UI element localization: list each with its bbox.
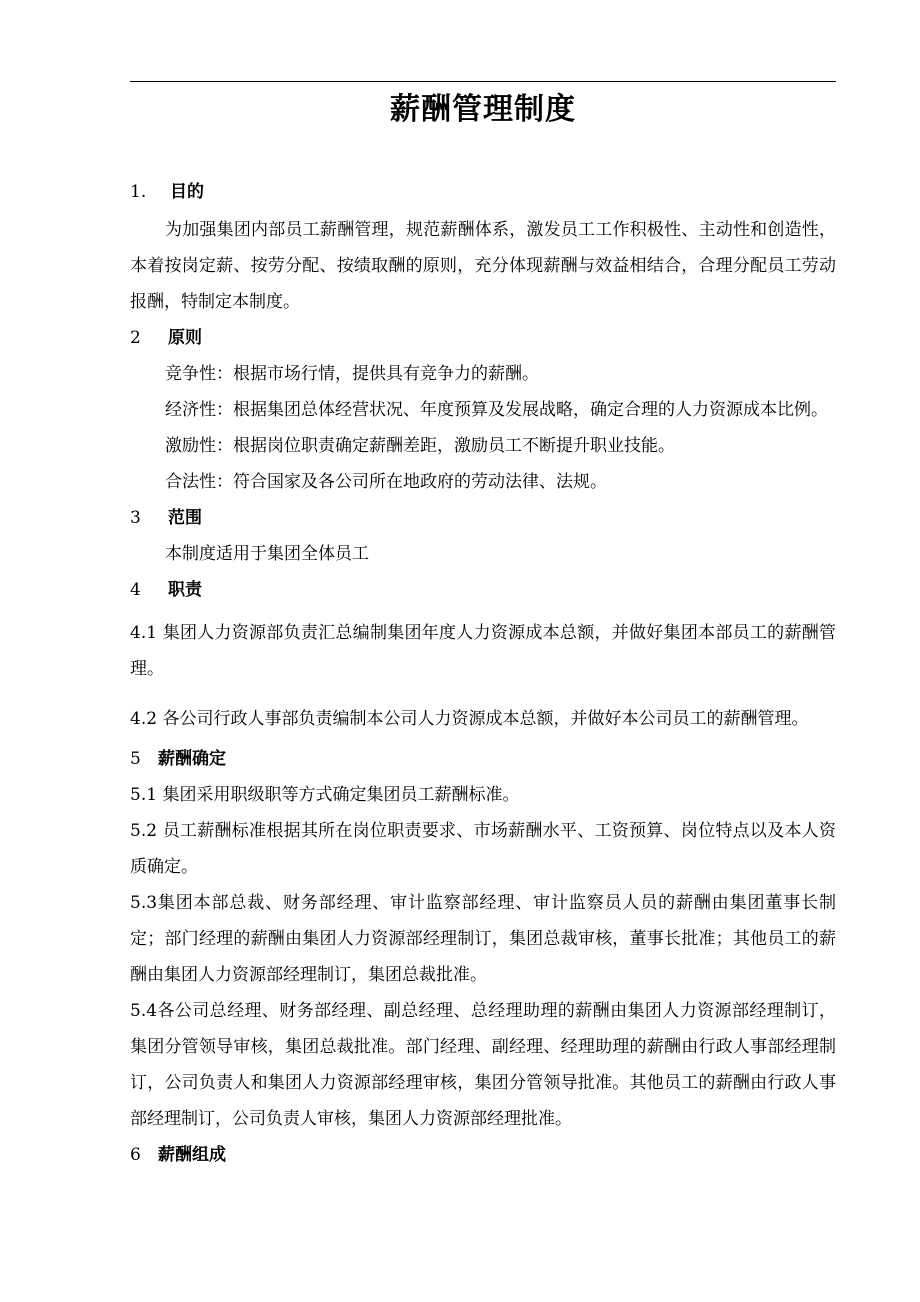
section-title: 薪酬确定: [158, 749, 226, 769]
section-number: 6: [130, 1145, 141, 1165]
document-title: 薪酬管理制度: [390, 92, 576, 127]
section-5-heading: [130, 741, 836, 777]
paragraph: 5.1 集团采用职级职等方式确定集团员工薪酬标准。: [130, 785, 520, 805]
section-6-heading: [130, 1137, 836, 1173]
paragraph: 本制度适用于集团全体员工: [165, 544, 369, 564]
paragraph: 合法性：符合国家及各公司所在地政府的劳动法律、法规。: [165, 472, 607, 492]
section-number: 2: [130, 328, 141, 348]
section-4-heading: [130, 572, 836, 608]
section-title: 职责: [168, 580, 202, 600]
section-number: 3: [130, 508, 141, 528]
paragraph: 4.1 集团人力资源部负责汇总编制集团年度人力资源成本总额，并做好集团本部员工的薪酬管理。: [130, 623, 836, 679]
paragraph: 竞争性：根据市场行情，提供具有竞争力的薪酬。: [165, 364, 539, 384]
section-title: 范围: [168, 508, 202, 528]
paragraph: 5.3集团本部总裁、财务部经理、审计监察部经理、审计监察员人员的薪酬由集团董事长制定；部门经理的薪酬由集团人力资源部经理制订，集团总裁审核，董事长批准；其他员工的薪酬由集团人力资源部经理制订，集团总裁批准。: [130, 893, 836, 985]
section-number: 5: [130, 749, 141, 769]
paragraph: 4.2 各公司行政人事部负责编制本公司人力资源成本总额，并做好本公司员工的薪酬管理。: [130, 709, 809, 729]
section-number: 1.: [130, 182, 147, 202]
document-page: [130, 0, 836, 1302]
section-1-heading: [130, 174, 836, 210]
paragraph: 经济性：根据集团总体经营状况、年度预算及发展战略，确定合理的人力资源成本比例。: [165, 400, 828, 420]
paragraph: 5.2 员工薪酬标准根据其所在岗位职责要求、市场薪酬水平、工资预算、岗位特点以及本人资质确定。: [130, 821, 836, 877]
section-3-heading: [130, 500, 836, 536]
section-title: 薪酬组成: [158, 1145, 226, 1165]
paragraph: 为加强集团内部员工薪酬管理，规范薪酬体系，激发员工工作积极性、主动性和创造性，本着按岗定薪、按劳分配、按绩取酬的原则，充分体现薪酬与效益相结合，合理分配员工劳动报酬，特制定本制度。: [130, 220, 836, 312]
paragraph: 激励性：根据岗位职责确定薪酬差距，激励员工不断提升职业技能。: [165, 436, 675, 456]
section-number: 4: [130, 580, 141, 600]
header-rule: [130, 81, 836, 82]
section-title: 目的: [170, 182, 204, 202]
document-body: [130, 174, 836, 1173]
section-2-heading: [130, 320, 836, 356]
paragraph: 5.4各公司总经理、财务部经理、副总经理、总经理助理的薪酬由集团人力资源部经理制订，集团分管领导审核，集团总裁批准。部门经理、副经理、经理助理的薪酬由行政人事部经理制订，公司负责人和集团人力资源部经理审核，集团分管领导批准。其他员工的薪酬由行政人事部经理制订，公司负责人审核，集团人力资源部经理批准。: [130, 1001, 836, 1129]
section-title: 原则: [168, 328, 202, 348]
